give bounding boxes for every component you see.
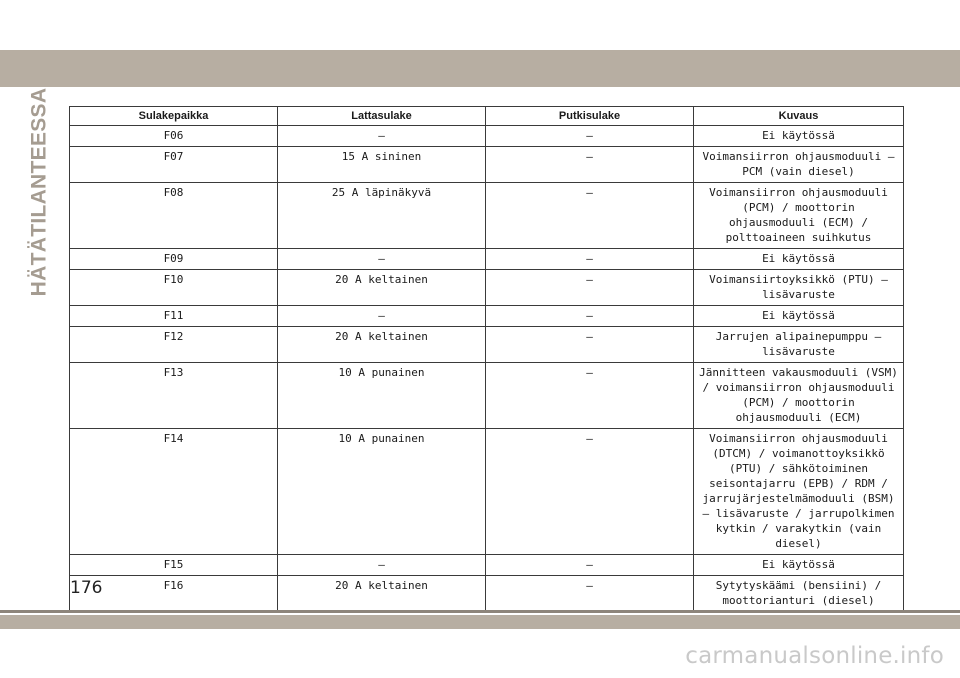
cartridge-fuse-cell: – xyxy=(486,183,694,249)
table-header-row xyxy=(70,107,904,126)
blade-fuse-cell: 20 A keltainen xyxy=(278,576,486,612)
footer-line xyxy=(0,610,960,613)
fuse-position-cell: F09 xyxy=(70,249,278,270)
header-cartridge-fuse: Putkisulake xyxy=(486,107,694,126)
blade-fuse-cell: – xyxy=(278,249,486,270)
table-row xyxy=(70,555,904,576)
table-row xyxy=(70,249,904,270)
watermark-text: carmanualsonline.info xyxy=(685,643,944,669)
fuse-position-cell: F07 xyxy=(70,147,278,183)
fuse-position-cell: F12 xyxy=(70,327,278,363)
header-fuse-position: Sulakepaikka xyxy=(70,107,278,126)
cartridge-fuse-cell: – xyxy=(486,363,694,429)
description-cell: Voimansiirtoyksikkö (PTU) – lisävaruste xyxy=(694,270,904,306)
description-cell: Ei käytössä xyxy=(694,306,904,327)
fuse-position-cell: F06 xyxy=(70,126,278,147)
table-row xyxy=(70,270,904,306)
cartridge-fuse-cell: – xyxy=(486,126,694,147)
blade-fuse-cell: 20 A keltainen xyxy=(278,327,486,363)
blade-fuse-cell: 25 A läpinäkyvä xyxy=(278,183,486,249)
fuse-table xyxy=(69,106,904,612)
header-blade-fuse: Lattasulake xyxy=(278,107,486,126)
table-row xyxy=(70,147,904,183)
fuse-position-cell: F10 xyxy=(70,270,278,306)
table-row xyxy=(70,327,904,363)
table-row xyxy=(70,429,904,555)
fuse-position-cell: F13 xyxy=(70,363,278,429)
description-cell: Sytytyskäämi (bensiini) / moottorianturi (diesel) xyxy=(694,576,904,612)
section-title-container xyxy=(25,87,53,296)
blade-fuse-cell: – xyxy=(278,126,486,147)
fuse-position-cell: F08 xyxy=(70,183,278,249)
header-band xyxy=(0,50,960,87)
description-cell: Ei käytössä xyxy=(694,249,904,270)
description-cell: Voimansiirron ohjausmoduuli – PCM (vain diesel) xyxy=(694,147,904,183)
blade-fuse-cell: 10 A punainen xyxy=(278,363,486,429)
table-row xyxy=(70,183,904,249)
fuse-position-cell: F16 xyxy=(70,576,278,612)
table-row xyxy=(70,576,904,612)
blade-fuse-cell: 15 A sininen xyxy=(278,147,486,183)
description-cell: Voimansiirron ohjausmoduuli (DTCM) / voimanottoyksikkö (PTU) / sähkötoiminen seisontajarru (EPB) / RDM / jarrujärjestelmämoduuli (BSM) – lisävaruste / jarrupolkimen kytkin / varakytkin (vain diesel) xyxy=(694,429,904,555)
cartridge-fuse-cell: – xyxy=(486,147,694,183)
cartridge-fuse-cell: – xyxy=(486,576,694,612)
cartridge-fuse-cell: – xyxy=(486,429,694,555)
blade-fuse-cell: – xyxy=(278,555,486,576)
blade-fuse-cell: 20 A keltainen xyxy=(278,270,486,306)
cartridge-fuse-cell: – xyxy=(486,327,694,363)
description-cell: Jännitteen vakausmoduuli (VSM) / voimansiirron ohjausmoduuli (PCM) / moottorin ohjausmoduuli (ECM) xyxy=(694,363,904,429)
table-row xyxy=(70,363,904,429)
cartridge-fuse-cell: – xyxy=(486,306,694,327)
blade-fuse-cell: 10 A punainen xyxy=(278,429,486,555)
description-cell: Ei käytössä xyxy=(694,126,904,147)
blade-fuse-cell: – xyxy=(278,306,486,327)
cartridge-fuse-cell: – xyxy=(486,249,694,270)
fuse-position-cell: F14 xyxy=(70,429,278,555)
cartridge-fuse-cell: – xyxy=(486,270,694,306)
description-cell: Jarrujen alipainepumppu – lisävaruste xyxy=(694,327,904,363)
fuse-position-cell: F11 xyxy=(70,306,278,327)
page-number: 176 xyxy=(70,578,103,598)
section-title: HÄTÄTILANTEESSA xyxy=(27,87,51,296)
table-row xyxy=(70,126,904,147)
description-cell: Voimansiirron ohjausmoduuli (PCM) / moottorin ohjausmoduuli (ECM) / polttoaineen suihkutus xyxy=(694,183,904,249)
cartridge-fuse-cell: – xyxy=(486,555,694,576)
footer-band xyxy=(0,615,960,629)
table-row xyxy=(70,306,904,327)
header-description: Kuvaus xyxy=(694,107,904,126)
description-cell: Ei käytössä xyxy=(694,555,904,576)
fuse-position-cell: F15 xyxy=(70,555,278,576)
